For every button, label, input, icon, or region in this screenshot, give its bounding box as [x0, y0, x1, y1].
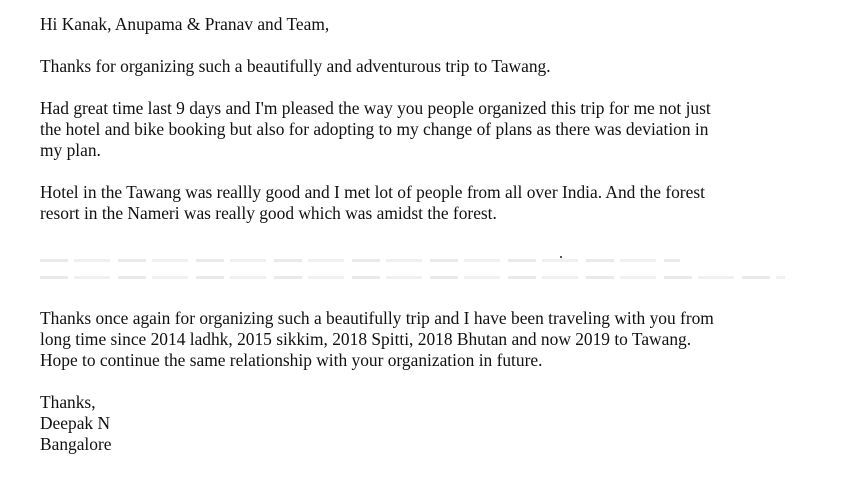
redacted-faint-lines [40, 245, 830, 287]
stray-dot [560, 256, 562, 258]
paragraph-line: long time since 2014 ladhk, 2015 sikkim, 2018 Spitti, 2018 Bhutan and now 2019 to Tawang. [40, 329, 692, 349]
paragraph-experience [40, 98, 830, 161]
faint-line [40, 276, 785, 279]
signoff-closing: Thanks, [40, 392, 96, 412]
letter-body [40, 14, 830, 455]
greeting: Hi Kanak, Anupama & Pranav and Team, [40, 14, 330, 34]
faint-line [40, 259, 680, 262]
paragraph-line: Hope to continue the same relationship with your organization in future. [40, 350, 543, 370]
signoff-city: Bangalore [40, 434, 112, 454]
thanks-line: Thanks for organizing such a beautifully and adventurous trip to Tawang. [40, 56, 551, 76]
paragraph-hotel [40, 182, 830, 224]
paragraph-closing [40, 308, 830, 371]
paragraph-line: the hotel and bike booking but also for adopting to my change of plans as there was deviation in [40, 119, 709, 139]
signoff [40, 392, 830, 455]
paragraph-line: Hotel in the Tawang was reallly good and I met lot of people from all over India. And the forest [40, 182, 705, 202]
signoff-name: Deepak N [40, 413, 111, 433]
paragraph-line: Had great time last 9 days and I'm pleased the way you people organized this trip for me not just [40, 98, 711, 118]
paragraph-line: resort in the Nameri was really good which was amidst the forest. [40, 203, 497, 223]
paragraph-line: my plan. [40, 140, 101, 160]
paragraph-line: Thanks once again for organizing such a beautifully trip and I have been traveling with you from [40, 308, 714, 328]
